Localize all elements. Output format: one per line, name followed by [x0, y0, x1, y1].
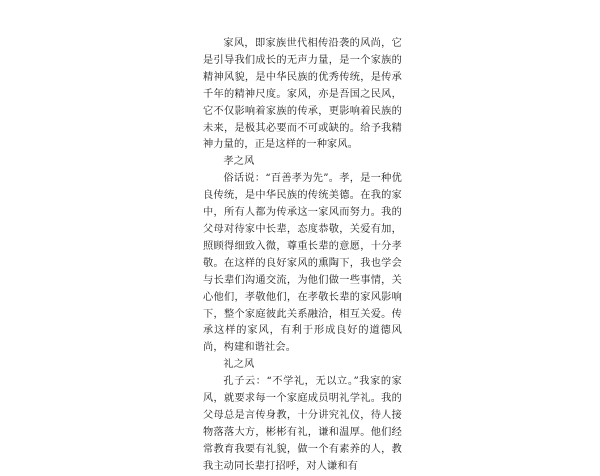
filial-piety-paragraph: 俗话说：“百善孝为先”。孝，是一种优良传统，是中华民族的传统美德。在我的家中，所有人都为传承这一家风而努力。我的父母对待家中长辈，态度恭敬，关爱有加，照顾得细致入微，尊重长辈的意愿，十分孝敬。在这样的良好家风的熏陶下，我也学会与长辈们沟通交流，为他们做一些事情，关心他们，孝敬他们，在孝敬长辈的家风影响下，整个家庭彼此关系融洽，相互关爱。传承这样的家风，有利于形成良好的道德风尚，构建和谐社会。 [203, 173, 402, 354]
section-heading-filial-piety: 孝之风 [223, 156, 255, 168]
intro-paragraph: 家风，即家族世代相传沿袭的风尚，它是引导我们成长的无声力量，是一个家族的精神风貌，是中华民族的优秀传统，是传承千年的精神尺度。家风，亦是吾国之民风，它不仅影响着家族的传承，更影响着民族的未来，是极其必要而不可或缺的。给予我精神力量的，正是这样的一种家风。 [203, 38, 402, 151]
section-heading-etiquette: 礼之风 [223, 359, 255, 371]
etiquette-paragraph: 孔子云：“不学礼，无以立。”我家的家风，就要求每一个家庭成员明礼学礼。我的父母总是言传身教，十分讲究礼仪，待人接物落落大方，彬彬有礼，谦和温厚。他们经常教育我要有礼貌，做一个有素养的人，教我主动同长辈打招呼，对人谦和有 [203, 376, 402, 472]
essay-text-column [203, 36, 402, 476]
